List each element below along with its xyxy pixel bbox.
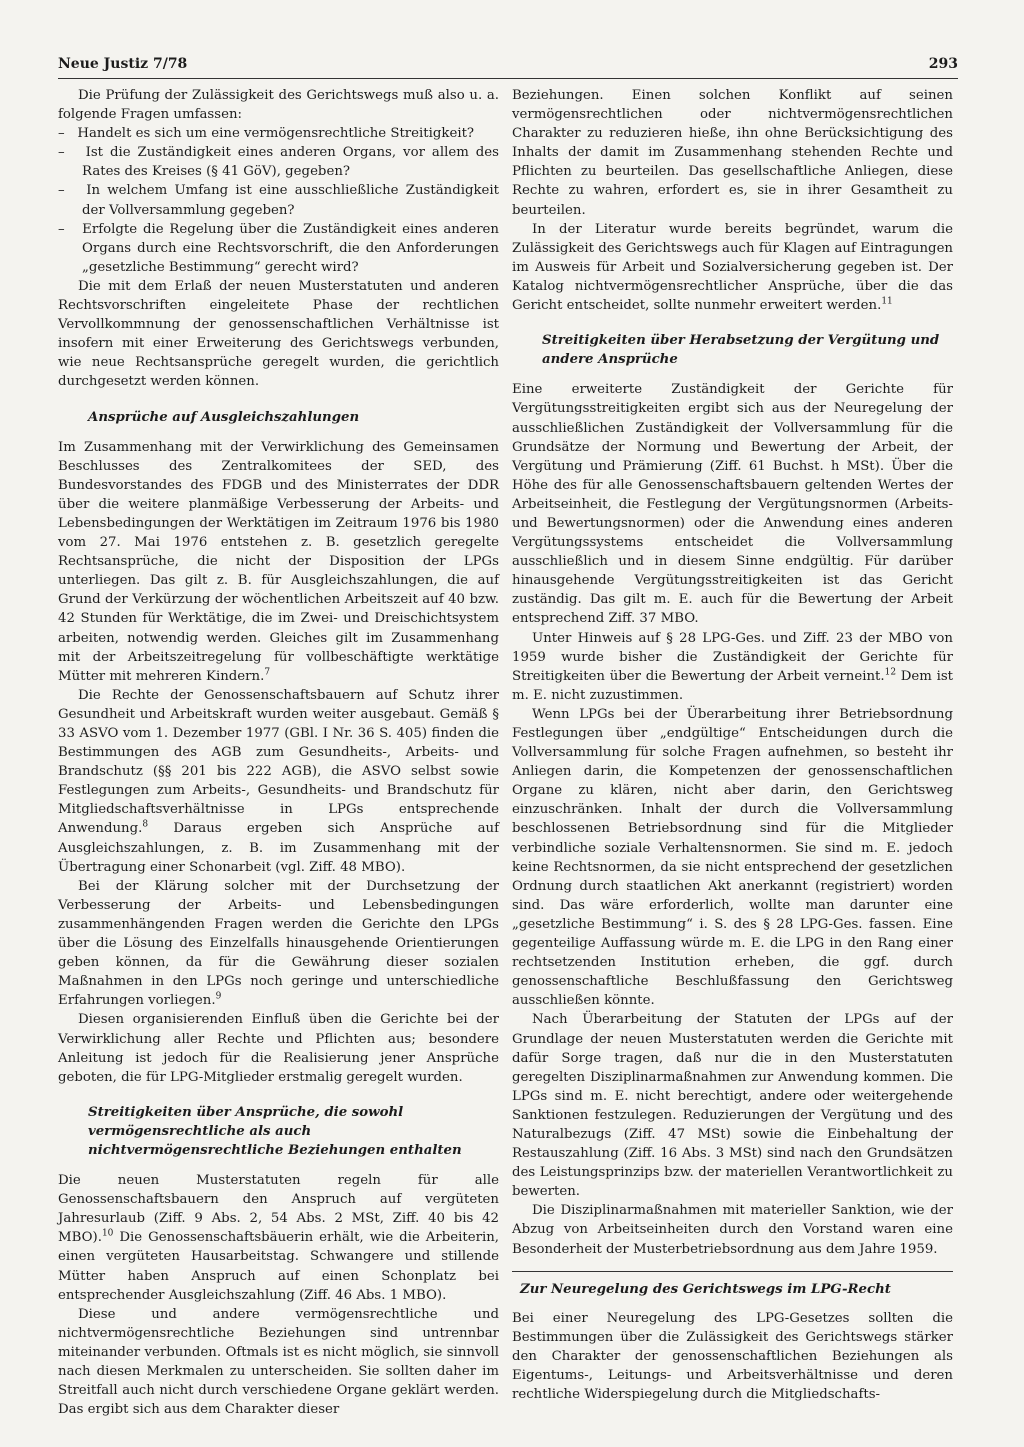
paragraph-text: Dem ist m. E. nicht zuzustimmen. <box>512 668 954 703</box>
paragraph <box>58 877 499 1011</box>
section-heading: Streitigkeiten über Ansprüche, die sowohl vermögensrechtliche als auch nichtvermögensrechtliche Beziehungen enthalten <box>88 1104 462 1158</box>
list-item: – Ist die Zuständigkeit eines anderen Organs, vor allem des Rates des Kreises (§ 41 GöV), gegeben? <box>58 143 499 181</box>
page-number: 293 <box>928 56 958 72</box>
paragraph <box>58 1171 499 1305</box>
paragraph: Diese und andere vermögensrechtliche und nichtvermögensrechtliche Beziehungen sind untrennbar miteinander verbunden. Oftmals ist es nicht möglich, sie sinnvoll nach diesen Merkmalen zu unterscheiden. Sie sollten daher im Streitfall auch nicht durch verschiedene Organe geklärt werden. Das ergibt sich aus dem Charakter dieser <box>58 1306 499 1418</box>
running-header <box>58 54 958 79</box>
section-heading: Streitigkeiten über Herabsetzung der Vergütung und andere Ansprüche <box>542 333 940 368</box>
left-column <box>58 86 499 1419</box>
paragraph <box>512 220 953 315</box>
paragraph: Beziehungen. Einen solchen Konflikt auf seinen vermögensrechtlichen oder nichtvermögensrechtlichen Charakter zu reduzieren hieße, ihn ohne Berücksichtigung des Inhalts der damit im Zusammenhang stehenden Rechte und Pflichten zu beurteilen. Das gesellschaftliche Anliegen, diese Rechte zu wahren, erfordert es, sie in ihrer Gesamtheit zu beurteilen. <box>512 88 953 218</box>
paragraph-text: Daraus ergeben sich Ansprüche auf Ausgleichszahlungen, z. B. im Zusammenhang mit der Übertragung einer Schonarbeit (vgl. Ziff. 48 MBO). <box>58 821 499 875</box>
paragraph: Die Disziplinarmaßnahmen mit materieller Sanktion, wie der Abzug von Arbeitseinheiten durch den Vorstand waren eine Besonderheit der Musterbetriebsordnung aus dem Jahre 1959. <box>512 1203 953 1257</box>
list-item: – In welchem Umfang ist eine ausschließliche Zuständigkeit der Vollversammlung gegeben? <box>58 181 499 219</box>
paragraph-text: Die neuen Musterstatuten regeln für alle Genossenschaftsbauern den Anspruch auf vergüteten Jahresurlaub (Ziff. 9 Abs. 2, 54 Abs. 2 MSt, Ziff. 40 bis 42 MBO). <box>58 1173 499 1246</box>
paragraph: Die Prüfung der Zulässigkeit des Gerichtswegs muß also u. a. folgende Fragen umfassen: <box>58 88 499 123</box>
paragraph-text: Die Rechte der Genossenschaftsbauern auf Schutz ihrer Gesundheit und Arbeitskraft wurden weiter ausgebaut. Gemäß § 33 ASVO vom 1. Dezember 1977 (GBl. I Nr. 36 S. 405) finden die Bestimmungen des AGB zum Gesundheits-, Arbeits- und Brandschutz (§§ 201 bis 222 AGB), die ASVO selbst sowie Festlegungen zum Arbeits-, Gesundheits- und Brandschutz für Mitgliedschaftsverhältnisse in LPGs entsprechende Anwendung. <box>58 687 499 837</box>
paragraph-text: Im Zusammenhang mit der Verwirklichung des Gemeinsamen Beschlusses des Zentralkomitees der SED, des Bundesvorstandes des FDGB und des Ministerrates der DDR über die weitere planmäßige Verbesserung der Arbeits- und Lebensbedingungen der Werktätigen im Zeitraum 1976 bis 1980 vom 27. Mai 1976 entstehen z. B. gesetzlich geregelte Rechtsansprüche, die nicht der Disposition der LPGs unterliegen. Das gilt z. B. für Ausgleichszahlungen, die auf Grund der Verkürzung der wöchentlichen Arbeitszeit auf 40 bzw. 42 Stunden für Werktätige, die im Zwei- und Dreischichtsystem arbeiten, notwendig werden. Gleiches gilt im Zusammenhang mit der Arbeitszeitregelung für vollbeschäftigte werktätige Mütter mit mehreren Kindern. <box>58 439 499 684</box>
footnote-ref: 12 <box>884 667 897 678</box>
section-heading: Zur Neuregelung des Gerichtswegs im LPG-Recht <box>512 1271 953 1299</box>
footnote-ref: 9 <box>215 991 222 1002</box>
footnote-ref: 7 <box>264 667 271 678</box>
paragraph-text: Die Genossenschaftsbäuerin erhält, wie die Arbeiterin, einen vergüteten Hausarbeitstag. Schwangere und stillende Mütter haben Anspruch auf einen Schonplatz bei entsprechender Ausgleichszahlung (Ziff. 46 Abs. 1 MBO). <box>58 1230 499 1303</box>
journal-title: Neue Justiz 7/78 <box>58 56 188 72</box>
section-heading: Ansprüche auf Ausgleichszahlungen <box>88 409 360 425</box>
question-list <box>58 124 499 277</box>
paragraph <box>58 686 499 877</box>
paragraph: Wenn LPGs bei der Überarbeitung ihrer Betriebsordnung Festlegungen über „endgültige“ Entscheidungen durch die Vollversammlung für solche Fragen aufnehmen, so besteht ihr Anliegen darin, die Kompetenzen der genossenschaftlichen Organe zu klären, nicht aber darin, den Gerichtsweg einzuschränken. Inhalt der durch die Vollversammlung beschlossenen Betriebsordnung sind für die Mitglieder verbindliche soziale Verhaltensnormen. Sie sind m. E. jedoch keine Rechtsnormen, da sie nicht entsprechend der gesetzlichen Ordnung durch staatlichen Akt anerkannt (registriert) worden sind. Das wäre erforderlich, wollte man darunter eine „gesetzliche Bestimmung“ i. S. des § 28 LPG-Ges. fassen. Eine gegenteilige Auffassung würde m. E. die LPG in den Rang einer rechtsetzenden Institution erheben, die ggf. durch genossenschaftliche Beschlußfassung den Gerichtsweg ausschließen könnte. <box>512 706 953 1009</box>
paragraph <box>58 438 499 686</box>
paragraph-text: Bei der Klärung solcher mit der Durchsetzung der Verbesserung der Arbeits- und Lebensbedingungen zusammenhängenden Fragen werden die Gerichte den LPGs über die Lösung des Einzelfalls hinausgehende Orientierungen geben können, da für die Gewährung dieser sozialen Maßnahmen in den LPGs noch geringe und unterschiedliche Erfahrungen vorliegen. <box>58 878 499 1009</box>
footnote-ref: 10 <box>101 1228 114 1239</box>
paragraph: Nach Überarbeitung der Statuten der LPGs auf der Grundlage der neuen Musterstatuten werden die Gerichte mit dafür Sorge tragen, daß nur die in den Musterstatuten geregelten Disziplinarmaßnahmen zur Anwendung kommen. Die LPGs sind m. E. nicht berechtigt, andere oder weitergehende Sanktionen festzulegen. Reduzierungen der Vergütung und des Naturalbezugs (Ziff. 47 MSt) sowie die Einbehaltung der Restauszahlung (Ziff. 16 Abs. 3 MSt) sind nach den Grundsätzen des Leistungsprinzips bzw. der materiellen Verantwortlichkeit zu bewerten. <box>512 1012 953 1200</box>
paragraph: Diesen organisierenden Einfluß üben die Gerichte bei der Verwirklichung aller Rechte und Pflichten aus; besondere Anleitung ist jedoch für die Realisierung jener Ansprüche geboten, die für LPG-Mitglieder erstmalig geregelt wurden. <box>58 1012 499 1085</box>
footnote-ref: 11 <box>881 296 893 307</box>
paragraph-text: In der Literatur wurde bereits begründet, warum die Zulässigkeit des Gerichtswegs auch für Klagen auf Eintragungen im Ausweis für Arbeit und Sozialversicherung gegeben ist. Der Katalog nichtvermögensrechtlicher Ansprüche, über die das Gericht entscheidet, sollte nunmehr erweitert werden. <box>512 221 953 314</box>
list-item: – Handelt es sich um eine vermögensrechtliche Streitigkeit? <box>58 124 499 143</box>
list-item: – Erfolgte die Regelung über die Zuständigkeit eines anderen Organs durch eine Rechtsvorschrift, die den Anforderungen „gesetzliche Bestimmung“ gerecht wird? <box>58 220 499 277</box>
paragraph: Bei einer Neuregelung des LPG-Gesetzes sollten die Bestimmungen über die Zulässigkeit des Gerichtswegs stärker den Charakter der genossenschaftlichen Beziehungen als Eigentums-, Leitungs- und Arbeitsverhältnisse und deren rechtliche Widerspiegelung durch die Mitgliedschafts- <box>512 1310 953 1403</box>
paragraph <box>512 629 953 705</box>
footnote-ref: 8 <box>142 820 149 831</box>
paragraph: Die mit dem Erlaß der neuen Musterstatuten und anderen Rechtsvorschriften eingeleitete Phase der rechtlichen Vervollkommnung der genossenschaftlichen Verhältnisse ist insofern mit einer Erweiterung des Gerichtswegs verbunden, wie neue Rechtsansprüche geregelt wurden, die gerichtlich durchgesetzt werden können. <box>58 278 499 390</box>
right-column <box>512 86 953 1404</box>
paragraph: Eine erweiterte Zuständigkeit der Gerichte für Vergütungsstreitigkeiten ergibt sich aus der Neuregelung der ausschließlichen Zuständigkeit der Vollversammlung für die Grundsätze der Normung und Bewertung der Arbeit, der Vergütung und Prämierung (Ziff. 61 Buchst. h MSt). Über die Höhe des für alle Genossenschaftsbauern geltenden Wertes der Arbeitseinheit, die Festlegung der Vergütungsnormen (Arbeits- und Bewertungsnormen) oder die Anwendung eines anderen Vergütungssystems entscheidet die Vollversammlung ausschließlich und in diesem Sinne endgültig. Für darüber hinausgehende Vergütungsstreitigkeiten ist das Gericht zuständig. Das gilt m. E. auch für die Bewertung der Arbeit entsprechend Ziff. 37 MBO. <box>512 382 953 627</box>
paragraph-text: Unter Hinweis auf § 28 LPG-Ges. und Ziff. 23 der MBO von 1959 wurde bisher die Zuständigkeit der Gerichte für Streitigkeiten über die Bewertung der Arbeit verneint. <box>512 630 953 684</box>
